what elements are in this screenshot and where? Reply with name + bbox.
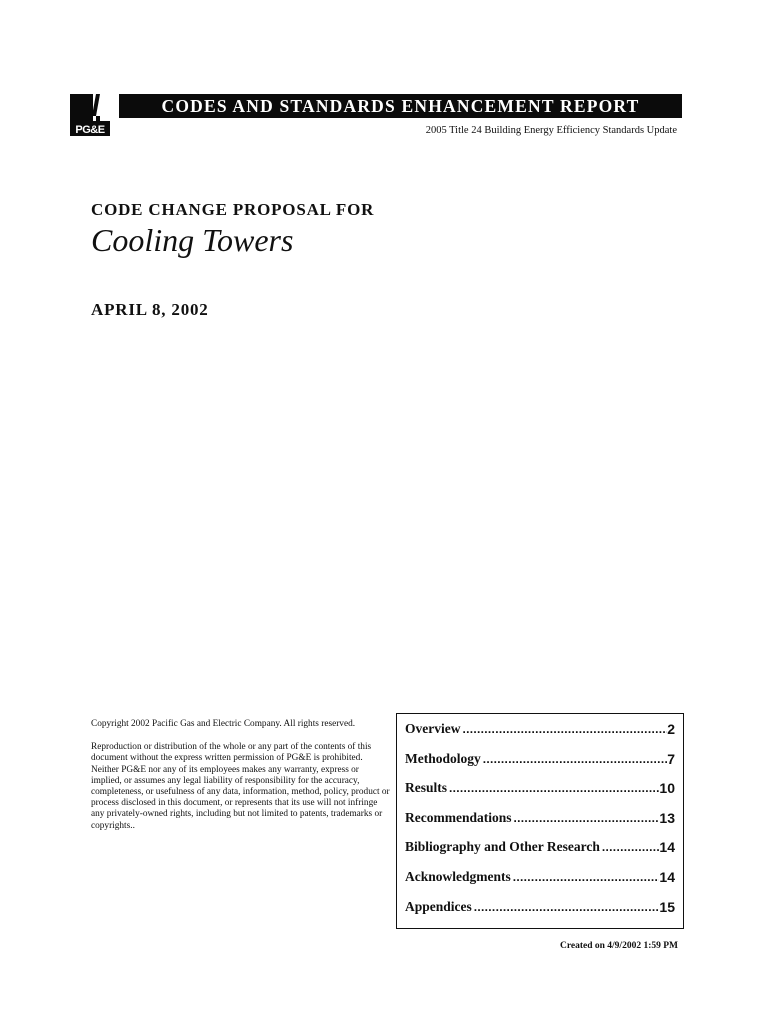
- toc-leader: [511, 870, 660, 885]
- toc-label: Appendices: [405, 899, 472, 914]
- pge-logo: [70, 94, 110, 136]
- toc-item-acknowledgments[interactable]: [405, 865, 675, 885]
- toc-page: 13: [659, 810, 675, 826]
- toc-leader: [600, 840, 660, 855]
- reproduction-notice: Reproduction or distribution of the whole or any part of the contents of this document without the express written permission of PG&E is prohibited. Neither PG&E nor any of its employees makes any warranty, express or implied, or assumes any legal liability of responsibility for the accuracy, completeness, or usefulness of any data, information, method, policy, product or process disclosed in this document, or represents that its use will not infringe any privately-owned rights, including but not limited to patents, trademarks or copyrights..: [91, 742, 390, 831]
- toc-page: 2: [667, 721, 675, 737]
- toc-leader: [472, 900, 660, 915]
- toc-item-appendices[interactable]: [405, 895, 675, 915]
- toc-page: 15: [659, 899, 675, 915]
- proposal-kicker: CODE CHANGE PROPOSAL FOR: [91, 200, 375, 219]
- created-timestamp: Created on 4/9/2002 1:59 PM: [559, 941, 678, 951]
- toc-label: Acknowledgments: [405, 869, 511, 884]
- toc-item-recommendations[interactable]: [405, 806, 675, 826]
- toc-item-bibliography[interactable]: [405, 835, 675, 855]
- logo-text: PG&E: [75, 124, 105, 136]
- copyright-notice: [91, 719, 391, 844]
- toc-label: Methodology: [405, 751, 481, 766]
- toc-item-overview[interactable]: [405, 717, 675, 737]
- toc-page: 10: [659, 780, 675, 796]
- report-banner: CODES AND STANDARDS ENHANCEMENT REPORT: [119, 94, 682, 118]
- toc-label: Results: [405, 780, 448, 795]
- report-subtitle: 2005 Title 24 Building Energy Efficiency Standards Update: [425, 125, 677, 136]
- toc-item-results[interactable]: [405, 776, 675, 796]
- toc-leader: [512, 811, 660, 826]
- toc-page: 7: [667, 751, 675, 767]
- toc-leader: [460, 722, 667, 737]
- toc-leader: [481, 752, 667, 767]
- copyright-line: Copyright 2002 Pacific Gas and Electric Company. All rights reserved.: [91, 719, 356, 729]
- toc-label: Recommendations: [405, 810, 512, 825]
- toc-label: Overview: [405, 721, 461, 736]
- toc-page: 14: [659, 839, 675, 855]
- proposal-title: Cooling Towers: [91, 222, 294, 258]
- toc-item-methodology[interactable]: [405, 747, 675, 767]
- table-of-contents: [396, 713, 684, 929]
- proposal-date: APRIL 8, 2002: [91, 300, 209, 319]
- toc-page: 14: [659, 869, 675, 885]
- toc-leader: [447, 781, 659, 796]
- toc-label: Bibliography and Other Research: [405, 839, 600, 854]
